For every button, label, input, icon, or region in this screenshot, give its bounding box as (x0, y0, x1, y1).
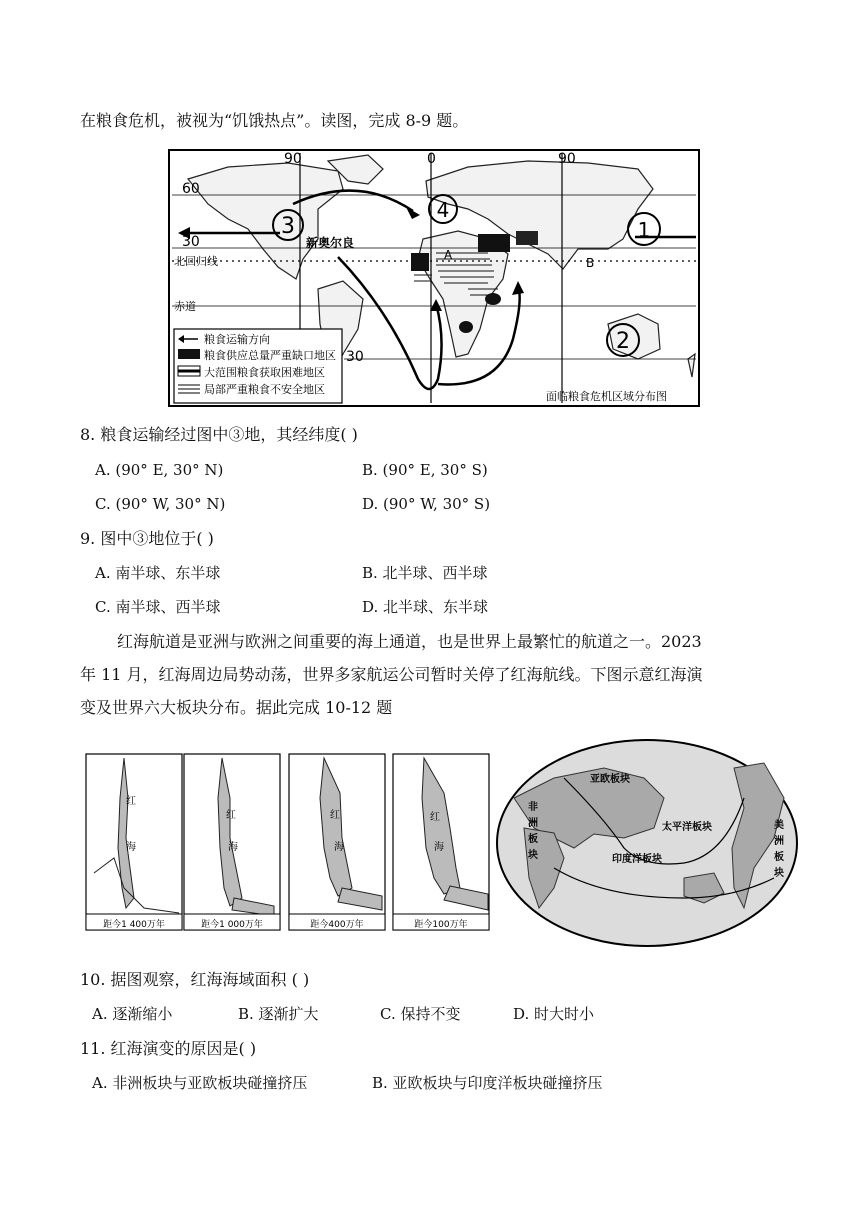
svg-text:距今400万年: 距今400万年 (310, 920, 364, 930)
svg-text:洲: 洲 (774, 836, 784, 847)
map-caption: 面临粮食危机区域分布图 (546, 390, 667, 403)
q11-stem: 11. 红海演变的原因是( ) (80, 1039, 257, 1058)
q9-option-d: D. 北半球、东半球 (362, 598, 489, 616)
marker-4: 4 (436, 198, 450, 222)
q11-option-a: A. 非洲板块与亚欧板块碰撞挤压 (92, 1074, 308, 1092)
q10-option-a: A. 逐渐缩小 (92, 1005, 173, 1023)
map-legend (174, 329, 342, 403)
lat-label-60: 60 (182, 181, 200, 197)
panel-10m (184, 754, 280, 930)
panel-14m (86, 754, 182, 930)
panel-4m (289, 754, 385, 930)
lat-label-30s: 30 (346, 349, 364, 365)
place-label: 新奥尔良 (306, 236, 355, 250)
plate-pacific: 太平洋板块 (662, 822, 712, 833)
legend-item-4: 局部严重粮食不安全地区 (204, 383, 325, 396)
svg-text:块: 块 (528, 850, 538, 861)
marker-3: 3 (281, 214, 295, 239)
q8-option-c: C. (90° W, 30° N) (95, 495, 226, 513)
svg-text:洲: 洲 (528, 818, 538, 829)
legend-item-1: 粮食运输方向 (204, 333, 270, 346)
q8-option-d: D. (90° W, 30° S) (362, 495, 491, 513)
plates-globe (497, 740, 797, 946)
red-sea-evolution-figure (84, 738, 804, 952)
lon-label-0: 0 (427, 151, 436, 167)
q8-stem: 8. 粮食运输经过图中③地，其经纬度( ) (80, 425, 358, 444)
q9-option-a: A. 南半球、东半球 (95, 564, 221, 582)
lon-label-90w: 90 (284, 151, 302, 167)
svg-text:距今100万年: 距今100万年 (414, 920, 468, 930)
tropic-label: 北回归线 (174, 255, 218, 268)
legend-item-3: 大范围粮食获取困难地区 (204, 366, 325, 379)
q8-option-a: A. (90° E, 30° N) (95, 461, 224, 479)
svg-text:板: 板 (528, 834, 538, 845)
equator-label: 赤道 (174, 300, 196, 313)
passage-line-3: 变及世界六大板块分布。据此完成 10-12 题 (80, 698, 393, 717)
svg-text:红: 红 (226, 810, 236, 821)
passage-line-1: 红海航道是亚洲与欧洲之间重要的海上通道，也是世界上最繁忙的航道之一。2023 (117, 632, 702, 651)
svg-text:块: 块 (774, 868, 784, 879)
svg-text:非: 非 (528, 802, 538, 813)
q10-option-d: D. 时大时小 (513, 1005, 595, 1023)
letter-a: A (444, 248, 453, 262)
passage-line-2: 年 11 月，红海周边局势动荡，世界多家航运公司暂时关停了红海航线。下图示意红海演 (80, 665, 703, 684)
svg-text:海: 海 (434, 842, 444, 853)
letter-b: B (586, 256, 595, 270)
q11-option-b: B. 亚欧板块与印度洋板块碰撞挤压 (372, 1074, 603, 1092)
food-crisis-map (168, 149, 700, 407)
svg-text:海: 海 (126, 842, 136, 853)
svg-text:红: 红 (430, 812, 440, 823)
plate-indian: 印度洋板块 (612, 854, 662, 865)
svg-text:美: 美 (774, 820, 784, 831)
q10-option-b: B. 逐渐扩大 (238, 1005, 319, 1023)
svg-text:红: 红 (126, 796, 136, 807)
svg-text:板: 板 (774, 852, 784, 863)
lon-label-90e: 90 (558, 151, 576, 167)
intro-text: 在粮食危机，被视为“饥饿热点”。读图，完成 8-9 题。 (80, 111, 469, 130)
svg-text:海: 海 (228, 842, 238, 853)
q8-option-b: B. (90° E, 30° S) (362, 461, 488, 479)
svg-text:距今1 400万年: 距今1 400万年 (103, 920, 165, 930)
svg-text:红: 红 (330, 810, 340, 821)
legend-item-2: 粮食供应总量严重缺口地区 (204, 349, 336, 362)
q9-option-b: B. 北半球、西半球 (362, 564, 488, 582)
q9-stem: 9. 图中③地位于( ) (80, 529, 214, 548)
q10-stem: 10. 据图观察，红海海域面积 ( ) (80, 970, 310, 989)
panel-1m (393, 754, 489, 930)
marker-1: 1 (637, 218, 651, 242)
q9-option-c: C. 南半球、西半球 (95, 598, 221, 616)
plate-eurasian: 亚欧板块 (590, 774, 630, 785)
svg-text:海: 海 (334, 842, 344, 853)
marker-2: 2 (616, 329, 630, 354)
q10-option-c: C. 保持不变 (380, 1005, 461, 1023)
svg-text:距今1 000万年: 距今1 000万年 (201, 920, 263, 930)
lat-label-30n: 30 (182, 234, 200, 250)
